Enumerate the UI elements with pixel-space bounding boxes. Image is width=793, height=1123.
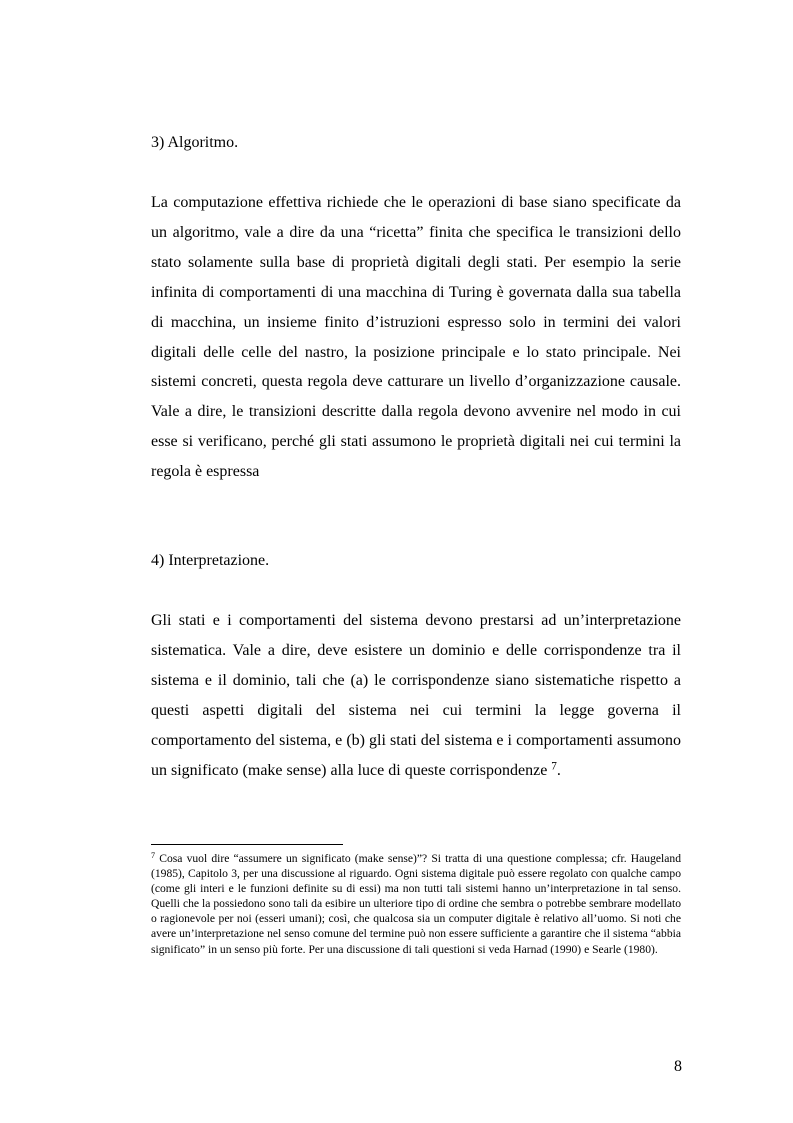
page-number: 8 <box>674 1058 682 1075</box>
footnote-text: Cosa vuol dire “assumere un significato (make sense)”? Si tratta di una questione complessa; cfr. Haugeland (1985), Capitolo 3, per una discussione al riguardo. Ogni sistema digitale può essere regolato con qualche campo (come gli interi e le funzioni definite su di essi) ma non tutti tali sistemi hanno un’interpretazione in tal senso. Quelli che la possiedono sono tali da esibire un ulteriore tipo di ordine che sembra o potrebbe sembrare modellato o ragionevole per noi (esseri umani); così, che qualcosa sia un computer digitale è relativo all’uomo. Si noti che avere un’interpretazione nel senso comune del termine può non essere sufficiente a garantire che il sistema “abbia significato” in un senso più forte. Per una discussione di tali questioni si veda Harnad (1990) e Searle (1980). <box>151 852 681 956</box>
section-heading-interpretazione: 4) Interpretazione. <box>151 552 270 569</box>
paragraph-interpretazione-text: Gli stati e i comportamenti del sistema devono prestarsi ad un’interpretazione sistematica. Vale a dire, deve esistere un dominio e delle corrispondenze tra il sistema e il dominio, tali che (a) le corrispondenze siano sistematiche rispetto a questi aspetti digitali del sistema nei cui termini la legge governa il comportamento del sistema, e (b) gli stati del sistema e i comportamenti assumono un significato (make sense) alla luce di queste corrispondenze <box>151 612 681 779</box>
paragraph-end-punctuation: . <box>556 761 561 779</box>
paragraph-algoritmo: La computazione effettiva richiede che le operazioni di base siano specificate da un algoritmo, vale a dire da una “ricetta” finita che specifica le transizioni dello stato solamente sulla base di proprietà digitali degli stati. Per esempio la serie infinita di comportamenti di una macchina di Turing è governata dalla sua tabella di macchina, un insieme finito d’istruzioni espresso solo in termini dei valori digitali delle celle del nastro, la posizione principale e lo stato principale. Nei sistemi concreti, questa regola deve catturare un livello d’organizzazione causale. Vale a dire, le transizioni descritte dalla regola devono avvenire nel modo in cui esse si verificano, perché gli stati assumono le proprietà digitali nei cui termini la regola è espressa <box>151 194 681 481</box>
footnote <box>151 851 681 957</box>
footnote-separator <box>151 844 343 845</box>
paragraph-interpretazione <box>151 606 681 785</box>
section-heading-algoritmo: 3) Algoritmo. <box>151 134 239 151</box>
footnote-reference: 7 <box>551 759 557 772</box>
footnote-number: 7 <box>151 850 156 860</box>
